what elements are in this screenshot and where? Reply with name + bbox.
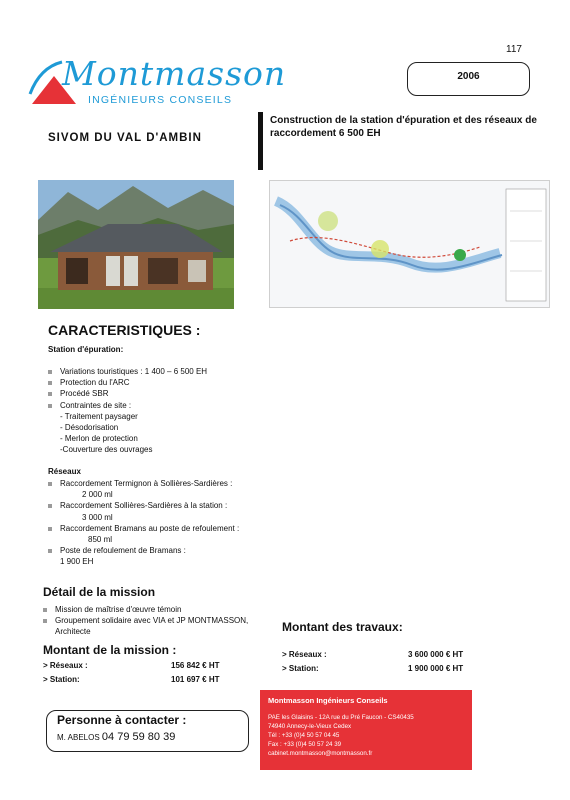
reseaux-subheading: Réseaux bbox=[48, 467, 81, 476]
company-email-link[interactable]: cabinet.montmasson@montmasson.fr bbox=[268, 750, 373, 757]
list-item: -Couverture des ouvrages bbox=[60, 445, 153, 455]
contact-heading: Personne à contacter : bbox=[57, 713, 187, 727]
station-subheading: Station d'épuration: bbox=[48, 345, 124, 354]
list-item: Procédé SBR bbox=[48, 388, 268, 399]
row-value: 101 697 € HT bbox=[171, 675, 220, 684]
company-logo bbox=[28, 52, 287, 112]
list-item: - Désodorisation bbox=[60, 423, 119, 433]
list-item: Protection du l'ARC bbox=[48, 377, 268, 388]
list-item-value: 850 ml bbox=[88, 535, 113, 545]
list-item-label: Raccordement Bramans au poste de refoulement : bbox=[60, 523, 240, 533]
list-item: Groupement solidaire avec VIA et JP MONTMASSON, Architecte bbox=[43, 615, 263, 637]
project-title: Construction de la station d'épuration et des réseaux de raccordement 6 500 EH bbox=[270, 115, 537, 139]
row-value: 156 842 € HT bbox=[171, 661, 220, 670]
mission-list bbox=[43, 604, 263, 638]
contact-phone: 04 79 59 80 39 bbox=[101, 731, 176, 743]
contact-person bbox=[57, 731, 175, 743]
contact-name: M. ABELOS bbox=[57, 733, 100, 742]
list-item: - Merlon de protection bbox=[60, 434, 138, 444]
year-badge: 2006 bbox=[407, 62, 530, 96]
mission-detail-heading: Détail de la mission bbox=[43, 585, 156, 599]
client-name: SIVOM DU VAL D'AMBIN bbox=[48, 132, 202, 144]
list-item-value: 3 000 ml bbox=[82, 512, 113, 522]
list-item-label: Poste de refoulement de Bramans : bbox=[60, 546, 186, 556]
mission-amount-heading: Montant de la mission : bbox=[43, 643, 177, 657]
table-row bbox=[282, 664, 472, 678]
logo-subtitle: INGÉNIEURS CONSEILS bbox=[88, 94, 233, 106]
station-photo bbox=[38, 180, 234, 309]
caracteristiques-heading: CARACTERISTIQUES : bbox=[48, 322, 201, 338]
station-list bbox=[48, 366, 268, 456]
page-number: 117 bbox=[506, 44, 522, 55]
network-map bbox=[269, 180, 550, 308]
list-item bbox=[48, 523, 298, 545]
row-label: > Réseaux : bbox=[282, 650, 327, 659]
table-row bbox=[282, 650, 472, 664]
company-phone: Tél : +33 (0)4 50 57 04 45 bbox=[268, 732, 340, 739]
company-info-box bbox=[260, 690, 472, 770]
works-amount-table bbox=[282, 650, 472, 678]
list-item: Contraintes de site : bbox=[48, 400, 268, 411]
contact-box bbox=[46, 710, 249, 752]
logo-wordmark: Montmasson bbox=[62, 54, 287, 93]
list-item-label: Raccordement Sollières-Sardières à la station : bbox=[60, 501, 228, 511]
project-title-bar bbox=[258, 112, 263, 170]
works-amount-heading: Montant des travaux: bbox=[282, 620, 403, 634]
row-label: > Réseaux : bbox=[43, 661, 88, 670]
mission-amount-table bbox=[43, 661, 243, 689]
list-item bbox=[48, 500, 298, 522]
company-address-line: 74940 Annecy-le-Vieux Cedex bbox=[268, 723, 352, 730]
list-item: Variations touristiques : 1 400 – 6 500 EH bbox=[48, 366, 268, 377]
list-item: - Traitement paysager bbox=[60, 411, 138, 421]
table-row bbox=[43, 675, 243, 689]
table-row bbox=[43, 661, 243, 675]
list-item: Mission de maîtrise d'œuvre témoin bbox=[43, 604, 263, 615]
company-name: Montmasson Ingénieurs Conseils bbox=[268, 696, 388, 705]
row-label: > Station: bbox=[282, 664, 319, 673]
company-address-line: PAE les Glaisins - 12A rue du Pré Faucon - CS40435 bbox=[268, 714, 414, 721]
list-item-value: 1 900 EH bbox=[60, 557, 94, 567]
list-item-value: 2 000 ml bbox=[82, 490, 113, 500]
row-value: 1 900 000 € HT bbox=[408, 664, 464, 673]
company-fax: Fax : +33 (0)4 50 57 24 39 bbox=[268, 741, 342, 748]
reseaux-list bbox=[48, 478, 298, 568]
list-item bbox=[48, 478, 298, 500]
row-value: 3 600 000 € HT bbox=[408, 650, 464, 659]
list-item-label: Raccordement Termignon à Sollières-Sardières : bbox=[60, 479, 233, 488]
list-item bbox=[48, 545, 298, 567]
row-label: > Station: bbox=[43, 675, 80, 684]
